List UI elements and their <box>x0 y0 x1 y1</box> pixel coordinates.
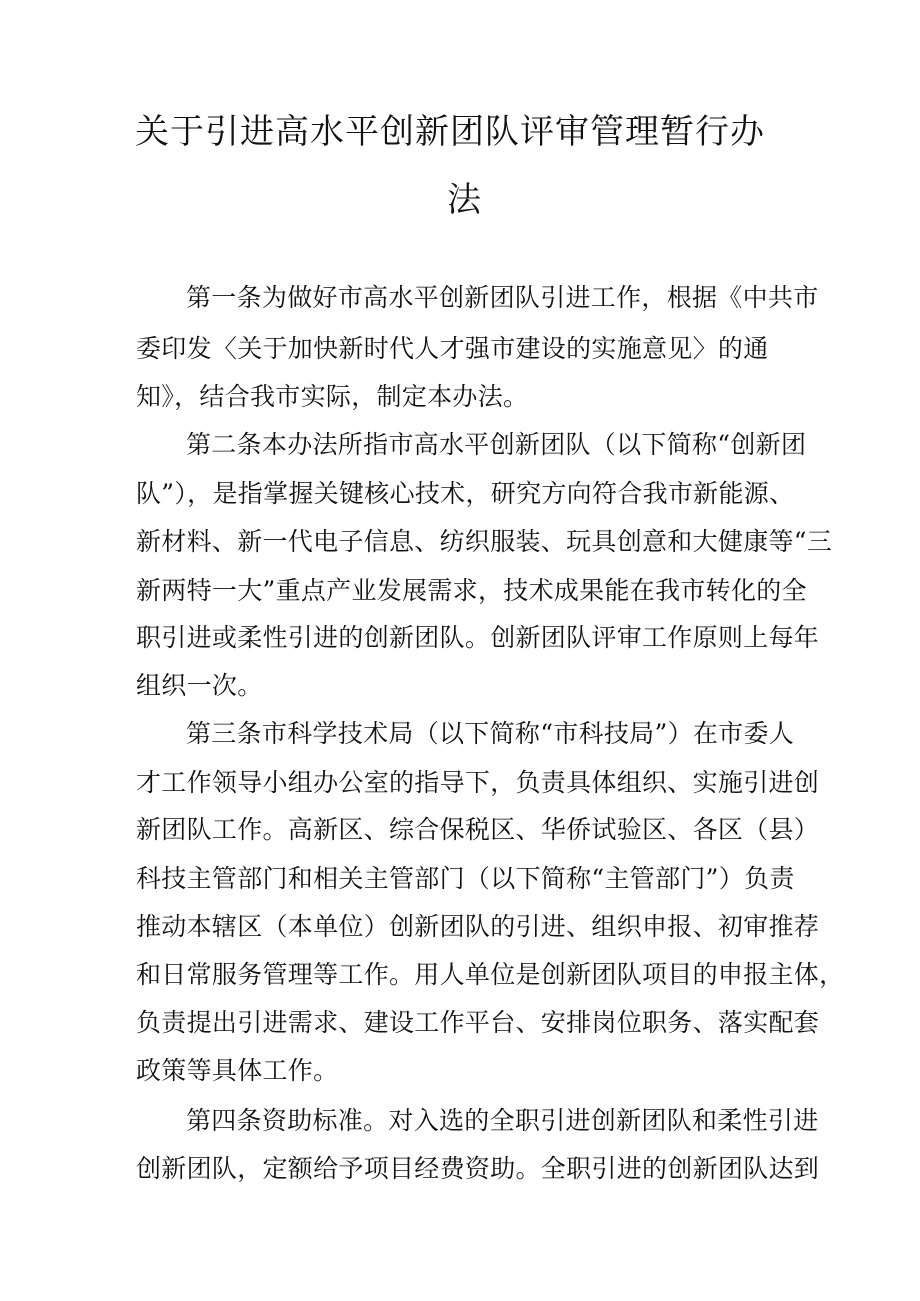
article-3-line-7: 负责提出引进需求、建设工作平台、安排岗位职务、落实配套 <box>136 1008 820 1037</box>
article-3-line-3: 新团队工作。高新区、综合保税区、华侨试验区、各区（县） <box>136 815 820 844</box>
article-1-line-2: 委印发〈关于加快新时代人才强市建设的实施意见〉的通 <box>136 334 769 363</box>
article-2-line-6: 组织一次。 <box>136 671 263 700</box>
article-3-line-1: 第三条市科学技术局（以下简称“市科技局”）在市委人 <box>186 719 795 748</box>
article-3-line-6: 和日常服务管理等工作。用人单位是创新团队项目的申报主体， <box>136 960 845 989</box>
article-3-line-5: 推动本辖区（本单位）创新团队的引进、组织申报、初审推荐 <box>136 912 820 941</box>
article-4-line-2: 创新团队，定额给予项目经费资助。全职引进的创新团队达到 <box>136 1154 820 1183</box>
document-title-line-1: 关于引进高水平创新团队评审管理暂行办 <box>135 112 765 152</box>
article-2-line-3: 新材料、新一代电子信息、纺织服装、玩具创意和大健康等“三 <box>136 527 833 556</box>
article-2-line-4: 新两特一大”重点产业发展需求，技术成果能在我市转化的全 <box>136 576 807 605</box>
article-3-line-4: 科技主管部门和相关主管部门（以下简称“主管部门”）负责 <box>136 864 795 893</box>
article-3-line-2: 才工作领导小组办公室的指导下，负责具体组织、实施引进创 <box>136 768 820 797</box>
article-2-line-2: 队”），是指掌握关键核心技术，研究方向符合我市新能源、 <box>136 479 795 508</box>
article-2-line-1: 第二条本办法所指市高水平创新团队（以下简称“创新团 <box>186 430 807 459</box>
article-3-line-8: 政策等具体工作。 <box>136 1056 339 1085</box>
article-2-line-5: 职引进或柔性引进的创新团队。创新团队评审工作原则上每年 <box>136 623 820 652</box>
document-title-line-2: 法 <box>447 180 482 220</box>
article-1-line-3: 知》，结合我市实际，制定本办法。 <box>136 382 529 411</box>
article-4-line-1: 第四条资助标准。对入选的全职引进创新团队和柔性引进 <box>186 1106 819 1135</box>
article-1-line-1: 第一条为做好市高水平创新团队引进工作，根据《中共市 <box>186 283 819 312</box>
